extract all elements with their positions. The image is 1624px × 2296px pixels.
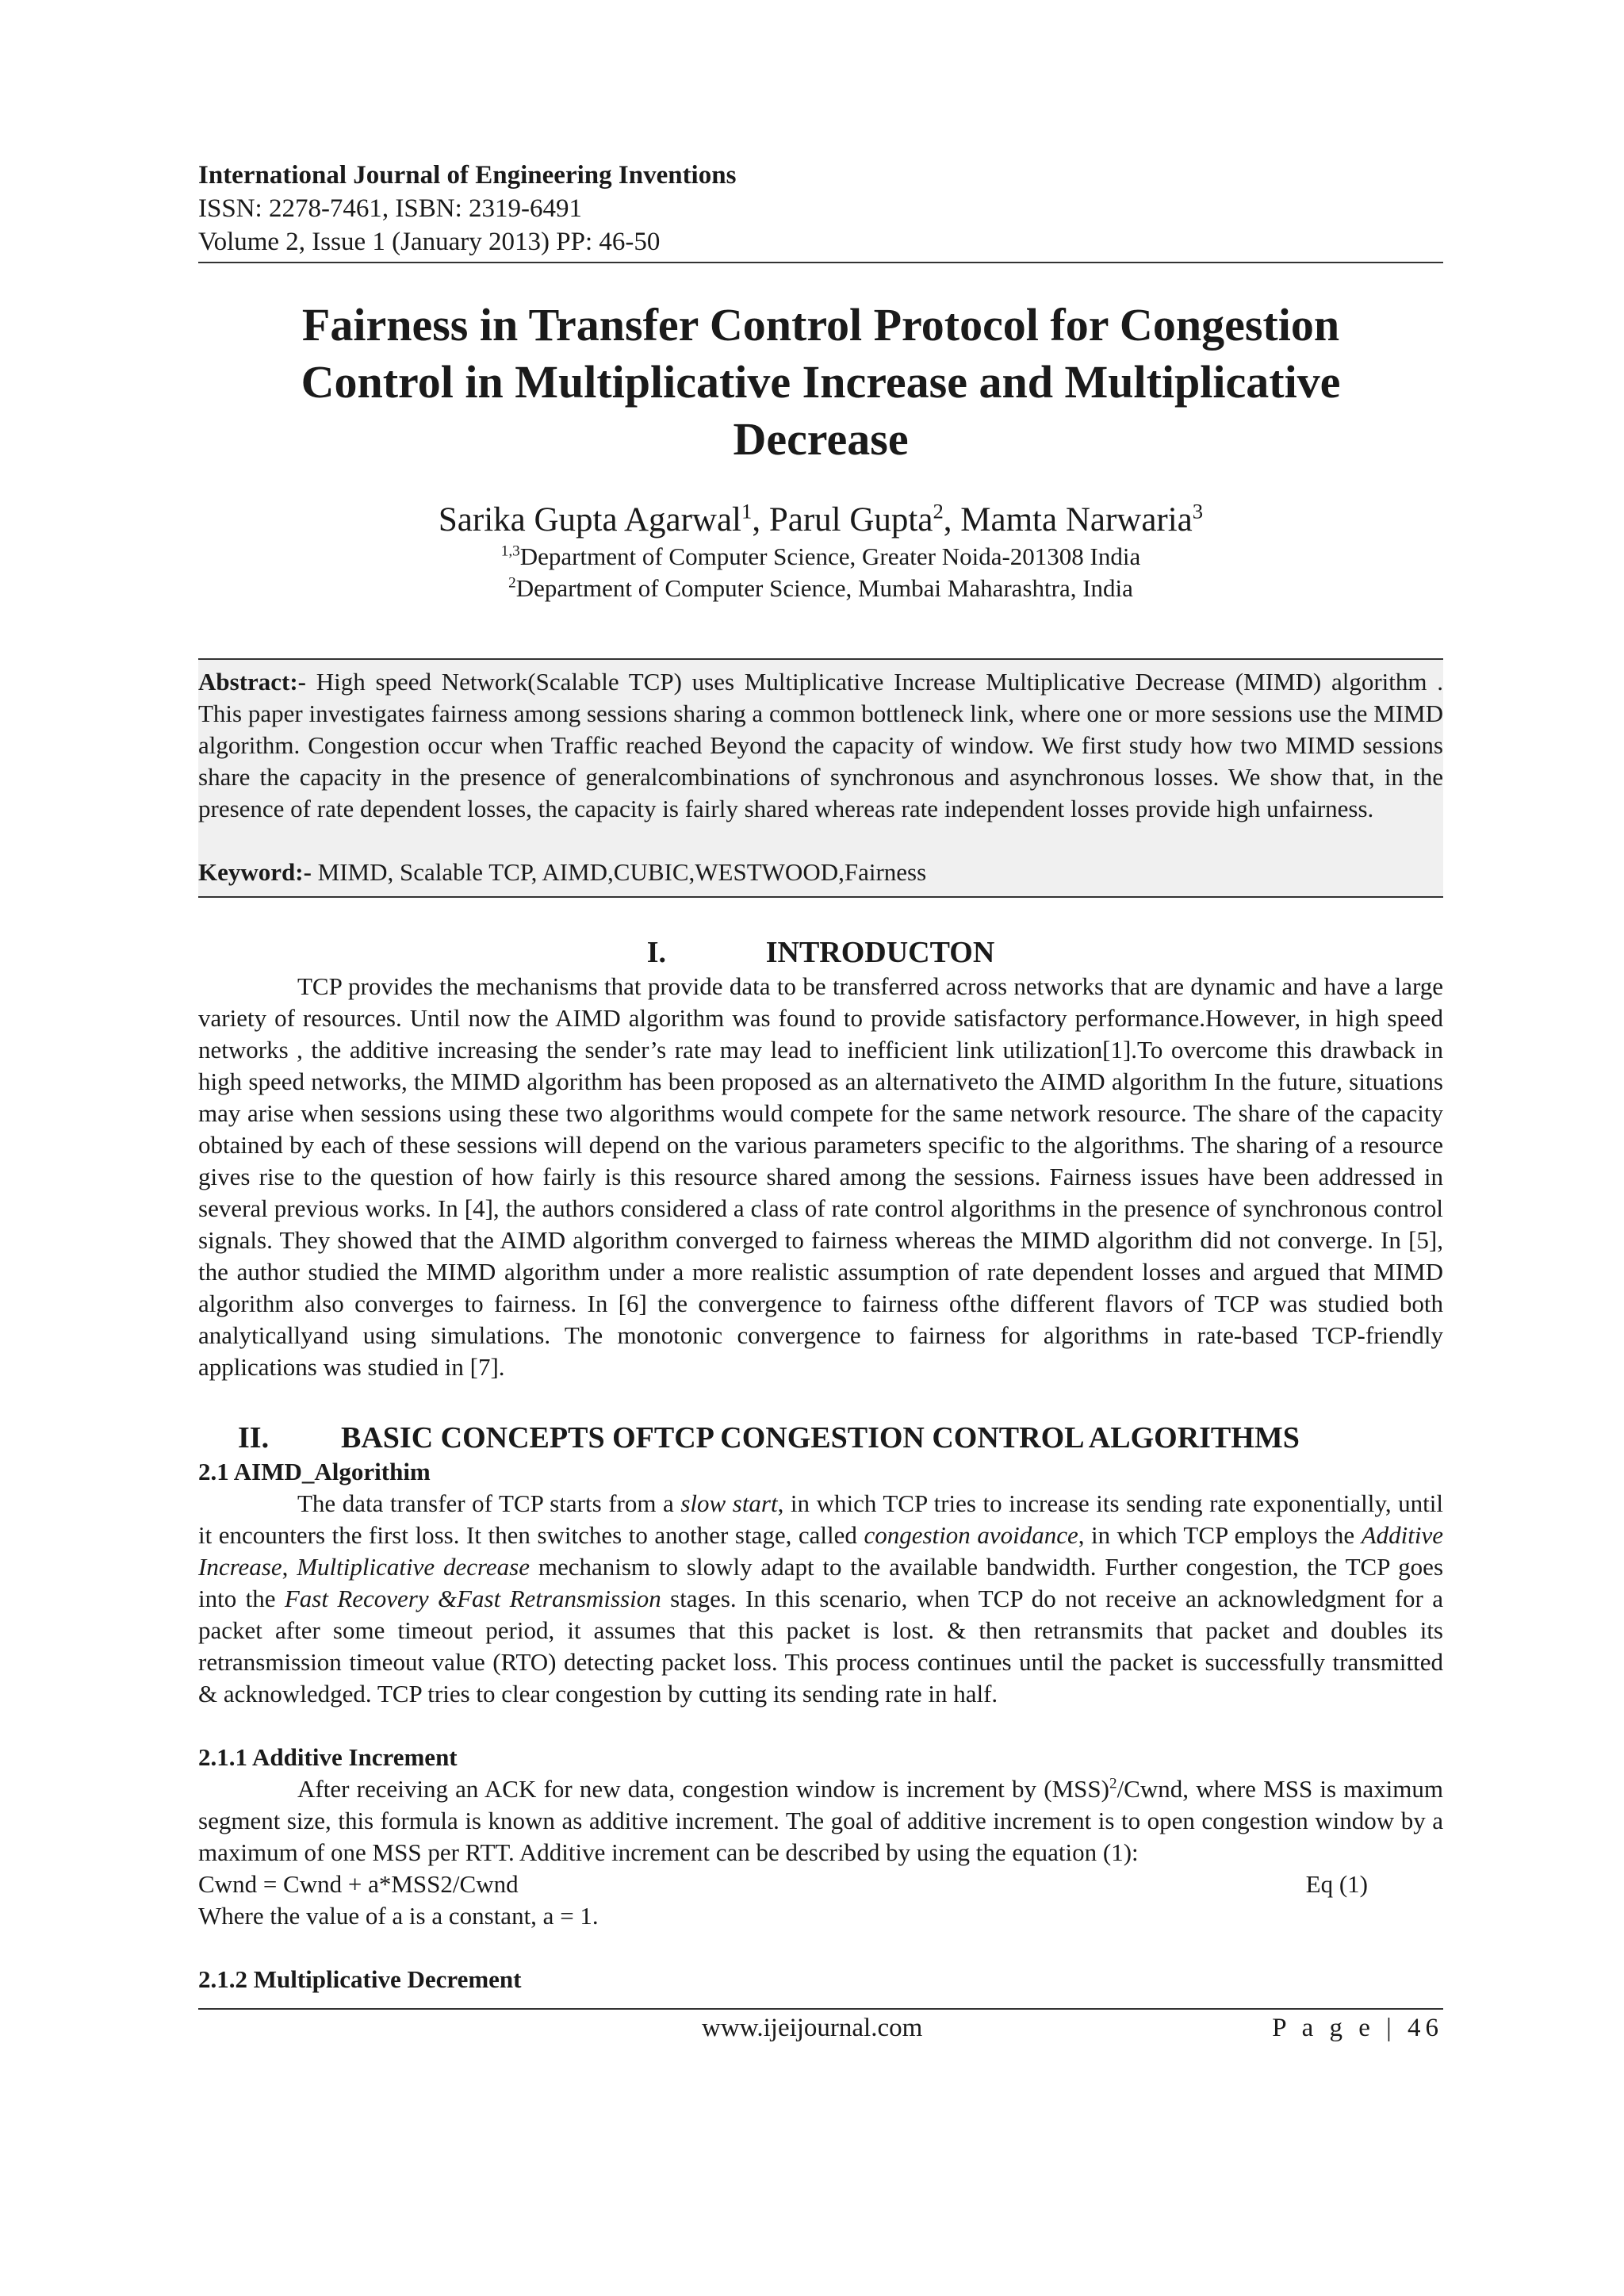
- subsection-heading-additive-increment: 2.1.1 Additive Increment: [198, 1743, 458, 1771]
- paper-title: Fairness in Transfer Control Protocol for Congestion Control in Multiplicative Increase and Multiplicative Decrease: [301, 299, 1341, 465]
- author-name: Mamta Narwaria: [960, 501, 1193, 539]
- italic-term: congestion avoidance: [864, 1521, 1078, 1549]
- affiliation: [198, 573, 1443, 604]
- subsection-heading-aimd: 2.1 AIMD_Algorithim: [198, 1458, 431, 1485]
- affiliation: [198, 541, 1443, 573]
- aimd-paragraph: [198, 1488, 1443, 1710]
- journal-header: [198, 159, 1443, 263]
- section-number: I.: [646, 936, 667, 969]
- abstract-label: Abstract:-: [198, 668, 307, 696]
- equation-row: [198, 1869, 1443, 1900]
- author-sup: 3: [1192, 499, 1204, 523]
- introduction-paragraph: TCP provides the mechanisms that provide data to be transferred across networks that are dynamic and have a large variety of resources. Until now the AIMD algorithm was found to provide satisfactory performance.However, in high speed networks , the additive increasing the sender’s rate may lead to inefficient link utilization[1].To overcome this drawback in high speed networks, the MIMD algorithm has been proposed as an alternativeto the AIMD algorithm In the future, situations may arise when sessions using these two algorithms would compete for the same network resource. The share of the capacity obtained by each of these sessions will depend on the various parameters specific to the algorithms. The sharing of a resource gives rise to the question of how fairly is this resource shared among the sessions. Fairness issues have been addressed in several previous works. In [4], the authors considered a class of rate control algorithms in the presence of synchronous control signals. They showed that the AIMD algorithm converged to fairness whereas the MIMD algorithm did not converge. In [5], the author studied the MIMD algorithm under a more realistic assumption of rate dependent losses and argued that MIMD algorithm also converges to fairness. In [6] the convergence to fairness ofthe different flavors of TCP was studied both analyticallyand using simulations. The monotonic convergence to fairness for algorithms in rate-based TCP-friendly applications was studied in [7].: [198, 972, 1443, 1381]
- text-run: , in which TCP employs the: [1078, 1521, 1362, 1549]
- abstract-box: [198, 658, 1443, 898]
- text-run: stages. In this scenario, when TCP do not receive an acknowledgment for a packet after some timeout period, it assumes that this packet is lost. & then retransmits that packet and doubles its retransmission timeout value (RTO) detecting packet loss. This process continues until the packet is successfully transmitted & acknowledged. TCP tries to clear congestion by cutting its sending rate in half.: [198, 1585, 1444, 1708]
- author-sup: 2: [933, 499, 944, 523]
- section-heading-introduction: [198, 934, 1443, 971]
- text-run: The data transfer of TCP starts from a: [297, 1489, 681, 1517]
- italic-term: Additive Increase: [198, 1521, 1443, 1581]
- page-number: P a g e | 46: [1272, 2014, 1443, 2042]
- italic-term: slow start: [680, 1489, 778, 1517]
- equation: Cwnd = Cwnd + a*MSS2/Cwnd: [198, 1870, 519, 1898]
- keywords-label: Keyword:-: [198, 858, 312, 886]
- additive-increment-paragraph: [198, 1773, 1443, 1869]
- text-run: , in which TCP tries to increase its sending rate exponentially, until it encounters the first loss. It then switches to another stage, called: [198, 1489, 1443, 1549]
- section-title: INTRODUCTON: [765, 936, 995, 969]
- page-footer: [198, 2010, 1443, 2046]
- abstract-text: High speed Network(Scalable TCP) uses Multiplicative Increase Multiplicative Decrease (MIMD) algorithm . This paper investigates fairness among sessions sharing a common bottleneck link, where one or more sessions use the MIMD algorithm. Congestion occur when Traffic reached Beyond the capacity of window. We first study how two MIMD sessions share the capacity in the presence of generalcombinations of synchronous and asynchronous losses. We show that, in the presence of rate dependent losses, the capacity is fairly shared whereas rate independent losses provide high unfairness.: [198, 668, 1443, 822]
- text-run: mechanism to slowly adapt to the available bandwidth. Further congestion, the TCP goes into the: [198, 1553, 1444, 1612]
- section-heading-basic-concepts: [198, 1420, 1443, 1456]
- text-run: ,: [282, 1553, 297, 1581]
- affiliation-text: Department of Computer Science, Greater Noida-201308 India: [519, 542, 1141, 570]
- author-separator: ,: [943, 501, 961, 539]
- section-number: II.: [238, 1421, 270, 1455]
- abstract: [198, 666, 1443, 825]
- author-name: Sarika Gupta Agarwal: [438, 501, 741, 539]
- keywords: [198, 857, 1443, 888]
- author-list: [198, 500, 1443, 541]
- affiliation-sup: 2: [508, 574, 516, 592]
- italic-term: Multiplicative decrease: [297, 1553, 530, 1581]
- journal-volume: Volume 2, Issue 1 (January 2013) PP: 46-50: [198, 228, 661, 256]
- footer-website-link[interactable]: www.ijeijournal.com: [702, 2014, 923, 2042]
- affiliation-sup: 1,3: [500, 542, 520, 560]
- superscript: 2: [1109, 1775, 1117, 1792]
- affiliation-text: Department of Computer Science, Mumbai Maharashtra, India: [515, 574, 1133, 602]
- journal-name: International Journal of Engineering Inventions: [198, 161, 737, 190]
- equation-note: Where the value of a is a constant, a = 1.: [198, 1902, 599, 1930]
- paper-page: [198, 159, 1443, 2046]
- journal-issn: ISSN: 2278-7461, ISBN: 2319-6491: [198, 194, 583, 223]
- author-separator: ,: [752, 501, 769, 539]
- subsection-heading-multiplicative-decrement: 2.1.2 Multiplicative Decrement: [198, 1965, 522, 1993]
- text-run: /Cwnd, where MSS is maximum segment size, this formula is known as additive increment. The goal of additive increment is to open congestion window by a maximum of one MSS per RTT. Additive increment can be described by using the equation (1):: [198, 1775, 1443, 1866]
- author-sup: 1: [741, 499, 753, 523]
- header-divider: [198, 262, 1443, 263]
- text-run: After receiving an ACK for new data, congestion window is increment by (MSS): [297, 1775, 1109, 1803]
- italic-term: Fast Recovery &Fast Retransmission: [284, 1585, 661, 1612]
- section-title: BASIC CONCEPTS OFTCP CONGESTION CONTROL ALGORITHMS: [341, 1421, 1300, 1455]
- author-name: Parul Gupta: [768, 501, 933, 539]
- equation-label: Eq (1): [1305, 1870, 1368, 1898]
- keywords-text: MIMD, Scalable TCP, AIMD,CUBIC,WESTWOOD,Fairness: [311, 858, 927, 886]
